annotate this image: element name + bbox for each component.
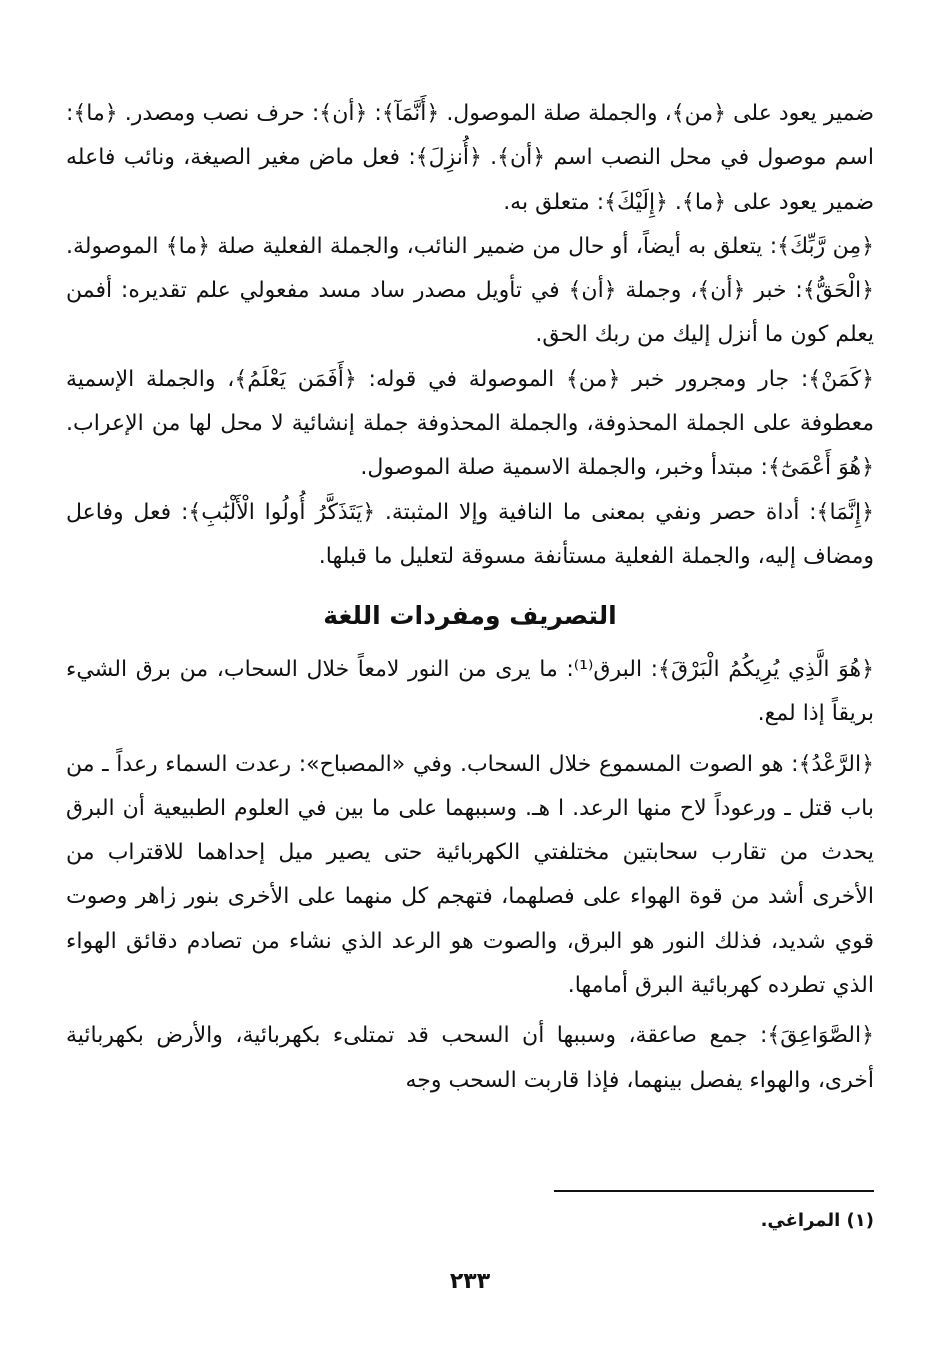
paragraph: ﴿الصَّوَاعِقَ﴾: جمع صاعقة، وسببها أن السحب قد تمتلىء بكهربائية، والأرض بكهربائية أخرى، والهواء يفصل بينهما، فإذا قاربت السحب وجه [66,1023,874,1093]
footnote-divider [554,1190,874,1192]
paragraph: ﴿إِنَّمَا﴾: أداة حصر ونفي بمعنى ما النافية وإلا المثبتة. ﴿يَتَذَكَّرُ أُولُوا الْأَلْبَٰبِ﴾: فعل وفاعل ومضاف إليه، والجملة الفعلية مستأنفة مسوقة لتعليل ما قبلها. [66,499,874,569]
vocabulary-section [66,648,874,1103]
section-heading: التصريف ومفردات اللغة [323,601,617,630]
paragraph: ﴿مِن رَّبِّكَ﴾: يتعلق به أيضاً، أو حال من ضمير النائب، والجملة الفعلية صلة ﴿ما﴾ الموصولة. ﴿الْحَقُّ﴾: خبر ﴿أن﴾، وجملة ﴿أن﴾ في تأويل مصدر ساد مسد مفعولي علم تقديره: أفمن يعلم كون ما أنزل إليك من ربك الحق. [66,233,874,348]
paragraph: ﴿الرَّعْدُ﴾: هو الصوت المسموع خلال السحاب. وفي «المصباح»: رعدت السماء رعداً ـ من باب قتل ـ ورعوداً لاح منها الرعد. ا هـ. وسببهما على ما بين في العلوم الطبيعية أن البرق يحدث من تقارب سحابتين مختلفتي الكهربائية حتى يصير ميل إحداهما للاقتراب من الأخرى أشد من قوة الهواء على فصلهما، فتهجم كل منهما على الأخرى بنور زاهر وصوت قوي شديد، فذلك النور هو البرق، والصوت هو الرعد الذي نشاء من تصادم دقائق الهواء الذي تطرده كهربائية البرق أمامها. [66,751,874,999]
paragraph: ﴿هُوَ الَّذِي يُرِيكُمُ الْبَرْقَ﴾: البرق⁽¹⁾: ما يرى من النور لامعاً خلال السحاب، من برق الشيء بريقاً إذا لمع. [66,657,874,727]
page-number: ٢٣٣ [449,1269,491,1294]
irab-section [66,92,874,579]
footnote: (١) المراغي. [760,1210,874,1231]
paragraph: ضمير يعود على ﴿من﴾، والجملة صلة الموصول. ﴿أَنَّمَآ﴾: ﴿أن﴾: حرف نصب ومصدر. ﴿ما﴾: اسم موصول في محل النصب اسم ﴿أن﴾. ﴿أُنزِلَ﴾: فعل ماض مغير الصيغة، ونائب فاعله ضمير يعود على ﴿ما﴾. ﴿إِلَيْكَ﴾: متعلق به. [66,101,874,215]
paragraph: ﴿كَمَنْ﴾: جار ومجرور خبر ﴿من﴾ الموصولة في قوله: ﴿أَفَمَن يَعْلَمُ﴾، والجملة الإسمية معطوفة على الجملة المحذوفة، والجملة المحذوفة جملة إنشائية لا محل لها من الإعراب. ﴿هُوَ أَعْمَىٰٓ﴾: مبتدأ وخبر، والجملة الاسمية صلة الموصول. [66,366,874,481]
